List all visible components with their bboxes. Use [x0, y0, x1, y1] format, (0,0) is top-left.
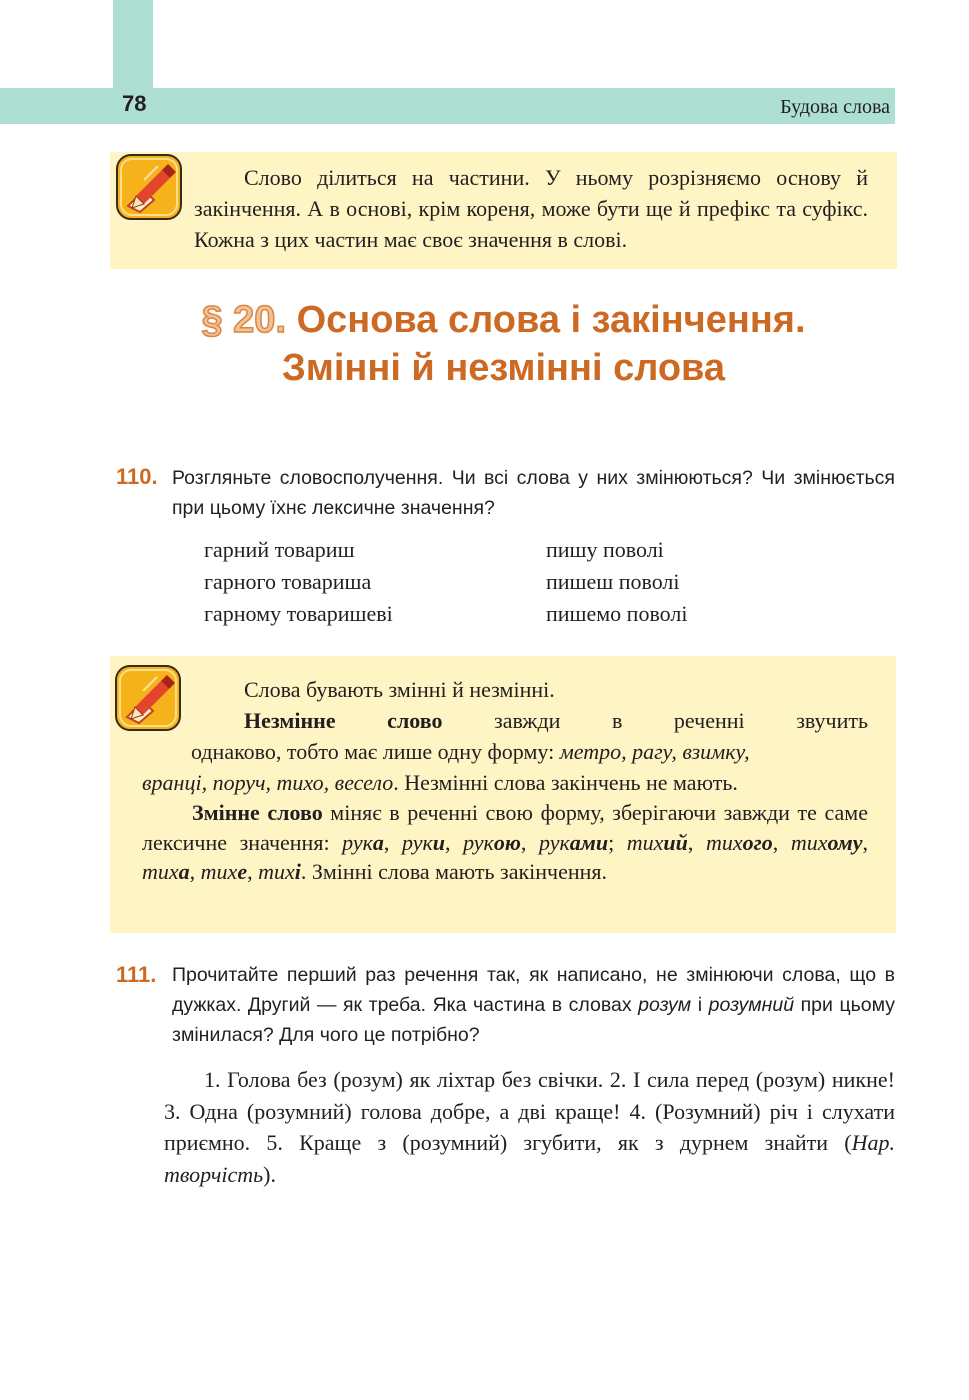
term-changeable: Змінне слово: [192, 800, 323, 825]
running-head: Будова слова: [780, 96, 890, 118]
phrase-item: гарному товаришеві: [204, 601, 393, 626]
rule-box-intro: [110, 152, 897, 269]
phrase-item: пишу поволі: [546, 537, 664, 562]
section-title-line2: Змінні й незмінні слова: [281, 347, 726, 389]
word-column-left: [204, 534, 393, 630]
exercise-110-number: 110.: [116, 464, 158, 489]
rule-intro-text: Слово ділиться на частини. У ньому розрізняємо основу й закінчення. А в основі, крім кореня, може бути ще й префікс та суфікс. Кожна з цих частин має своє значення в слові.: [194, 165, 868, 252]
section-title-line1: Основа слова і закінчення.: [296, 299, 806, 341]
rule-unchangeable-part1: Незмінне слово завжди в реченні звучить однаково, тобто має лише одну форму: метро, рагу, взимку,: [191, 708, 869, 764]
phrase-item: пишемо поволі: [546, 601, 688, 626]
source-attribution: Нар. творчість: [164, 1130, 895, 1187]
page-number: 78: [122, 91, 147, 116]
phrase-item: гарний товариш: [204, 537, 355, 562]
word-column-right: [546, 534, 688, 630]
exercise-110-task: Розгляньте словосполучення. Чи всі слова у них змінюються? Чи змінюється при цьому їхнє лексичне значення?: [172, 467, 895, 519]
phrase-item: гарного товариша: [204, 569, 372, 594]
pen-writing-icon: [113, 663, 183, 733]
exercise-111-number: 111.: [116, 962, 157, 987]
rule-box-changeable: [110, 656, 896, 933]
rule-changeable: Змінне слово міняє в реченні свою форму, зберігаючи завжди те саме лексичне значення: рука, руки, рукою, руками; тихий, тихого, тихому, тиха, тихе, тихі. Змінні слова мають закінчення.: [142, 800, 868, 884]
exercise-111-task: Прочитайте перший раз речення так, як написано, не змінюючи слова, що в дужках. Другий — як треба. Яка частина в словах розум і розумний при цьому змінилася? Для чого це потрібно?: [172, 964, 895, 1046]
section-title: [110, 296, 897, 392]
rule-unchangeable-part2: вранці, поруч, тихо, весело. Незмінні слова закінчень не мають.: [142, 770, 738, 795]
section-sign: § 20.: [201, 299, 287, 341]
rule-intro-line: Слова бувають змінні й незмінні.: [244, 677, 555, 702]
exercise-111-sentences: 1. Голова без (розум) як ліхтар без свічки. 2. І сила перед (розум) никне! 3. Одна (розумний) голова добре, а дві краще! 4. (Розумний) річ і слухати приємно. 5. Краще з (розумний) згубити, як з дурнем знайти (Нар. творчість).: [164, 1067, 895, 1187]
pen-writing-icon: [114, 152, 184, 222]
term-unchangeable: Незмінне слово: [244, 708, 443, 733]
phrase-item: пишеш поволі: [546, 569, 680, 594]
